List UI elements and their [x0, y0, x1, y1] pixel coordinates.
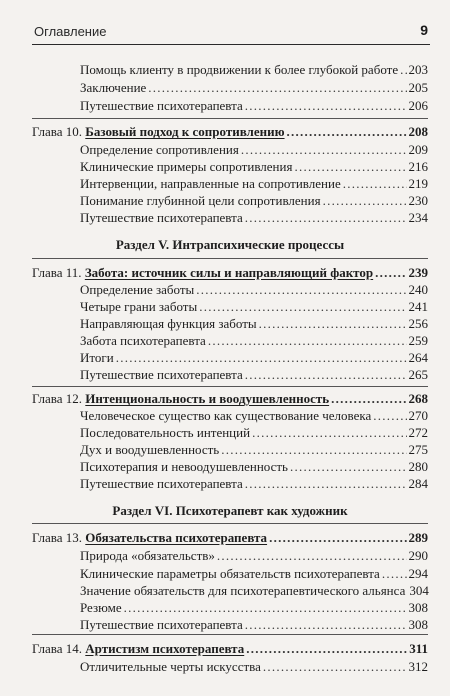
dot-leader — [252, 425, 406, 441]
chapter-number: Глава 11. — [32, 265, 82, 280]
toc-entry[interactable] — [32, 98, 428, 114]
entry-page-number: 216 — [408, 159, 428, 174]
entry-page-number: 308 — [408, 617, 428, 632]
chapter-title: Обязательства психотерапевта — [85, 530, 268, 545]
dot-leader — [196, 282, 406, 298]
entry-page-number: 275 — [408, 442, 428, 457]
chapter-title: Базовый подход к сопротивлению — [85, 124, 285, 139]
toc-entry[interactable] — [32, 459, 428, 475]
toc-chapter-entry[interactable] — [32, 641, 428, 657]
divider — [32, 523, 428, 524]
toc-entry[interactable] — [32, 210, 428, 226]
dot-leader — [199, 299, 406, 315]
divider — [32, 258, 428, 259]
entry-page-number: 312 — [408, 659, 428, 674]
entry-page-number: 230 — [408, 193, 428, 208]
dot-leader — [217, 548, 407, 564]
entry-page-number: 219 — [408, 176, 428, 191]
entry-title: Путешествие психотерапевта — [80, 617, 243, 632]
entry-page-number: 304 — [409, 583, 429, 598]
entry-title: Человеческое существо как существование человека — [80, 408, 372, 423]
page-number: 9 — [420, 22, 428, 38]
toc-entry[interactable] — [32, 476, 428, 492]
entry-title: Заключение — [80, 80, 147, 95]
toc-entry[interactable] — [32, 282, 428, 298]
entry-title: Путешествие психотерапевта — [80, 210, 243, 225]
toc-chapter-entry[interactable] — [32, 265, 428, 281]
dot-leader — [245, 617, 407, 633]
toc-entry[interactable] — [32, 159, 428, 175]
dot-leader — [148, 80, 406, 96]
toc-entry[interactable] — [32, 659, 428, 675]
entry-title: Клинические примеры сопротивления — [80, 159, 293, 174]
toc-chapter-entry[interactable] — [32, 391, 428, 407]
entry-page-number: 289 — [408, 530, 428, 545]
entry-page-number: 268 — [408, 391, 428, 406]
entry-page-number: 240 — [408, 282, 428, 297]
entry-title: Понимание глубинной цели сопротивления — [80, 193, 321, 208]
toc-entry[interactable] — [32, 350, 428, 366]
toc-entry[interactable] — [32, 367, 428, 383]
entry-title: Природа «обязательств» — [80, 548, 215, 563]
dot-leader — [269, 530, 406, 546]
page-header — [32, 22, 430, 45]
dot-leader — [245, 476, 407, 492]
dot-leader — [116, 350, 407, 366]
dot-leader — [245, 367, 407, 383]
entry-title: Забота психотерапевта — [80, 333, 206, 348]
dot-leader — [375, 265, 406, 281]
dot-leader — [208, 333, 407, 349]
section-heading: Раздел VI. Психотерапевт как художник — [112, 503, 348, 518]
entry-title: Определение заботы — [80, 282, 195, 297]
toc-chapter-entry[interactable] — [32, 124, 428, 140]
entry-title — [32, 265, 373, 281]
chapter-title: Забота: источник силы и направляющий фактор — [84, 265, 374, 280]
toc-entry[interactable] — [32, 176, 428, 192]
entry-title — [32, 641, 244, 657]
chapter-number: Глава 12. — [32, 391, 83, 406]
divider — [32, 118, 428, 119]
toc-entry[interactable] — [32, 617, 428, 633]
dot-leader — [331, 391, 406, 407]
entry-title: Значение обязательств для психотерапевтического альянса — [80, 583, 406, 598]
toc-entry[interactable] — [32, 299, 428, 315]
toc-entry[interactable] — [32, 316, 428, 332]
toc-entry[interactable] — [32, 62, 428, 78]
entry-title: Интервенции, направленные на сопротивление — [80, 176, 341, 191]
dot-leader — [323, 193, 407, 209]
entry-title — [32, 391, 329, 407]
dot-leader — [246, 641, 407, 657]
dot-leader — [124, 600, 407, 616]
entry-title: Помощь клиенту в продвижении к более глубокой работе — [80, 62, 399, 77]
entry-page-number: 205 — [408, 80, 428, 95]
entry-page-number: 270 — [408, 408, 428, 423]
entry-page-number: 209 — [408, 142, 428, 157]
entry-title: Определение сопротивления — [80, 142, 239, 157]
toc-entry[interactable] — [32, 408, 428, 424]
dot-leader — [373, 408, 406, 424]
toc-chapter-entry[interactable] — [32, 530, 428, 546]
entry-title: Путешествие психотерапевта — [80, 98, 243, 113]
dot-leader — [287, 124, 407, 140]
entry-page-number: 206 — [408, 98, 428, 113]
entry-title: Клинические параметры обязательств психотерапевта — [80, 566, 380, 581]
entry-title: Направляющая функция заботы — [80, 316, 257, 331]
dot-leader — [382, 566, 407, 582]
dot-leader — [343, 176, 407, 192]
toc-entry[interactable] — [32, 193, 428, 209]
entry-page-number: 239 — [408, 265, 428, 280]
entry-page-number: 203 — [408, 62, 428, 77]
dot-leader — [400, 62, 406, 78]
entry-page-number: 272 — [408, 425, 428, 440]
chapter-title: Интенциональность и воодушевленность — [85, 391, 330, 406]
entry-page-number: 234 — [408, 210, 428, 225]
toc-entry[interactable] — [32, 442, 428, 458]
divider — [32, 634, 428, 635]
running-title: Оглавление — [34, 24, 107, 39]
toc-entry[interactable] — [32, 333, 428, 349]
entry-title: Четыре грани заботы — [80, 299, 198, 314]
entry-title: Психотерапия и невоодушевленность — [80, 459, 288, 474]
entry-page-number: 208 — [408, 124, 428, 139]
entry-title: Итоги — [80, 350, 114, 365]
toc-entry[interactable] — [32, 425, 428, 441]
dot-leader — [259, 316, 407, 332]
dot-leader — [290, 459, 407, 475]
toc-entry[interactable] — [32, 142, 428, 158]
entry-title — [32, 124, 285, 140]
toc-entry[interactable] — [32, 548, 428, 564]
entry-page-number: 294 — [408, 566, 428, 581]
entry-page-number: 311 — [409, 641, 428, 656]
entry-page-number: 308 — [408, 600, 428, 615]
dot-leader — [263, 659, 407, 675]
toc-entry[interactable] — [32, 80, 428, 96]
dot-leader — [294, 159, 406, 175]
dot-leader — [241, 142, 407, 158]
chapter-number: Глава 10. — [32, 124, 83, 139]
entry-title: Отличительные черты искусства — [80, 659, 261, 674]
entry-page-number: 259 — [408, 333, 428, 348]
entry-title: Путешествие психотерапевта — [80, 476, 243, 491]
toc-entry[interactable] — [32, 583, 428, 599]
dot-leader — [245, 210, 407, 226]
entry-page-number: 280 — [408, 459, 428, 474]
toc-entry[interactable] — [32, 566, 428, 582]
entry-page-number: 264 — [408, 350, 428, 365]
chapter-title: Артистизм психотерапевта — [85, 641, 245, 656]
entry-title — [32, 530, 267, 546]
entry-page-number: 241 — [408, 299, 428, 314]
entry-page-number: 256 — [408, 316, 428, 331]
entry-page-number: 284 — [408, 476, 428, 491]
entry-title: Дух и воодушевленность — [80, 442, 220, 457]
entry-title: Резюме — [80, 600, 122, 615]
chapter-number: Глава 14. — [32, 641, 83, 656]
entry-title: Путешествие психотерапевта — [80, 367, 243, 382]
chapter-number: Глава 13. — [32, 530, 83, 545]
dot-leader — [221, 442, 406, 458]
divider — [32, 386, 428, 387]
toc-entry[interactable] — [32, 600, 428, 616]
section-heading: Раздел V. Интрапсихические процессы — [115, 237, 345, 252]
entry-page-number: 265 — [408, 367, 428, 382]
entry-title: Последовательность интенций — [80, 425, 251, 440]
entry-page-number: 290 — [408, 548, 428, 563]
dot-leader — [245, 98, 407, 114]
